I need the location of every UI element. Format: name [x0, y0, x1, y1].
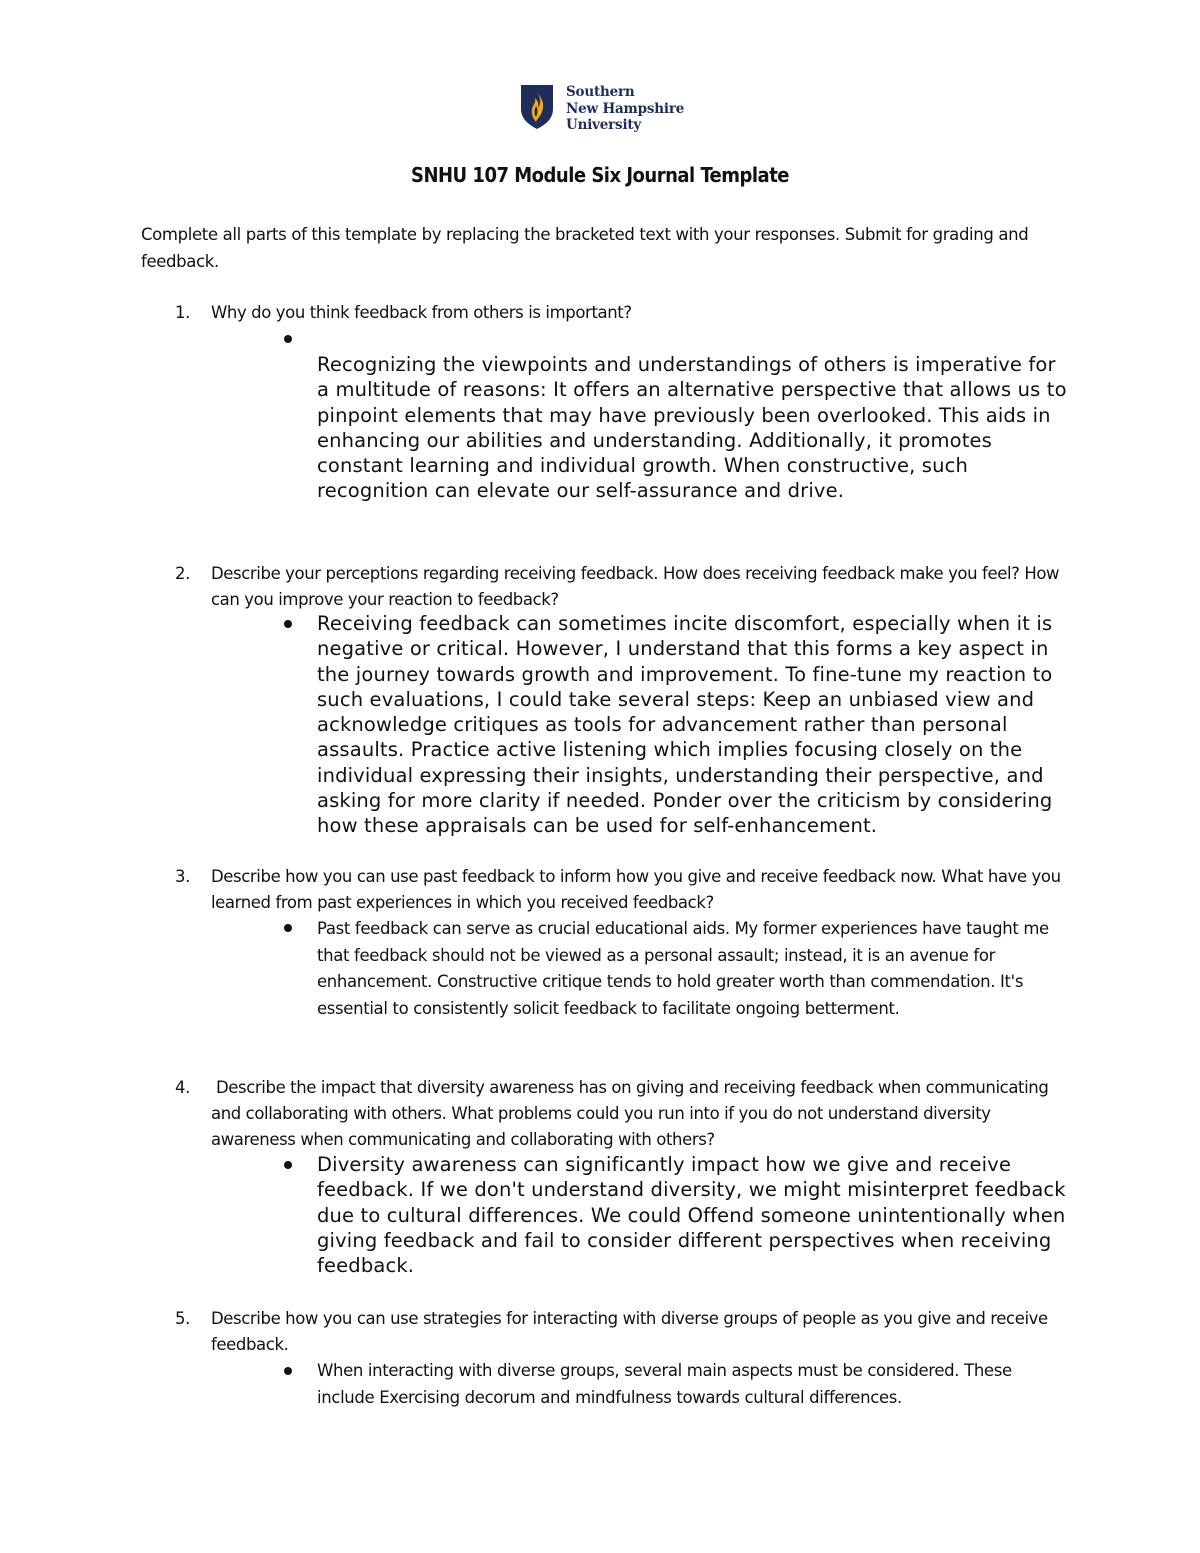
question-prompt: Why do you think feedback from others is important?: [211, 303, 632, 322]
question-number: 1.: [175, 303, 190, 322]
question-number: 5.: [175, 1309, 190, 1328]
question-4: [175, 1075, 1071, 1153]
question-number: 2.: [175, 564, 190, 583]
question-2: [175, 561, 1071, 613]
bullet-icon: [284, 924, 292, 932]
bullet-icon: [284, 620, 292, 628]
question-prompt: Describe the impact that diversity awareness has on giving and receiving feedback when communicating and collaborating with others. What problems could you run into if you do not understand diversity awareness when communicating and collaborating with others?: [211, 1078, 1049, 1149]
bullet-icon: [284, 1161, 292, 1169]
answer-4: Diversity awareness can significantly impact how we give and receive feedback. If we don't understand diversity, we might misinterpret feedback due to cultural differences. We could Offend someone unintentionally when giving feedback and fail to consider different perspectives when receiving feedback.: [317, 1153, 1066, 1278]
instructions: Complete all parts of this template by replacing the bracketed text with your responses. Submit for grading and feedback.: [141, 225, 1029, 271]
question-5: [175, 1306, 1071, 1358]
logo-line-3: University: [566, 117, 642, 133]
question-prompt: Describe how you can use strategies for interacting with diverse groups of people as you give and receive feedback.: [211, 1309, 1048, 1354]
logo-line-2: New Hampshire: [566, 100, 685, 117]
logo-wordmark: [566, 84, 684, 134]
answer-2: Receiving feedback can sometimes incite discomfort, especially when it is negative or critical. However, I understand that this forms a key aspect in the journey towards growth and improvement. To fine-tune my reaction to such evaluations, I could take several steps: Keep an unbiased view and acknowledge critiques as tools for advancement rather than personal assaults. Practice active listening which implies focusing closely on the individual expressing their insights, understanding their perspective, and asking for more clarity if needed. Ponder over the criticism by considering how these appraisals can be used for self-enhancement.: [317, 612, 1053, 838]
question-prompt: Describe your perceptions regarding receiving feedback. How does receiving feedback make you feel? How can you improve your reaction to feedback?: [211, 564, 1060, 609]
question-3: [175, 864, 1071, 916]
question-prompt: Describe how you can use past feedback to inform how you give and receive feedback now. What have you learned from past experiences in which you received feedback?: [211, 867, 1061, 912]
question-1: [175, 300, 1071, 326]
answer-5: When interacting with diverse groups, several main aspects must be considered. These include Exercising decorum and mindfulness towards cultural differences.: [317, 1361, 1012, 1407]
question-number: 4.: [175, 1078, 190, 1097]
answer-3: Past feedback can serve as crucial educational aids. My former experiences have taught me that feedback should not be viewed as a personal assault; instead, it is an avenue for enhancement. Constructive critique tends to hold greater worth than commendation. It's essential to consistently solicit feedback to facilitate ongoing betterment.: [317, 919, 1049, 1018]
answer-1: Recognizing the viewpoints and understandings of others is imperative for a multitude of reasons: It offers an alternative perspective that allows us to pinpoint elements that may have previously been overlooked. This aids in enhancing our abilities and understanding. Additionally, it promotes constant learning and individual growth. When constructive, such recognition can elevate our self-assurance and drive.: [317, 353, 1067, 503]
bullet-icon: [284, 1367, 292, 1375]
question-number: 3.: [175, 867, 190, 886]
logo-line-1: Southern: [566, 84, 635, 100]
bullet-icon: [284, 335, 292, 343]
shield-icon: [520, 84, 554, 130]
snhu-logo: [520, 84, 690, 134]
document-title: SNHU 107 Module Six Journal Template: [410, 163, 790, 187]
